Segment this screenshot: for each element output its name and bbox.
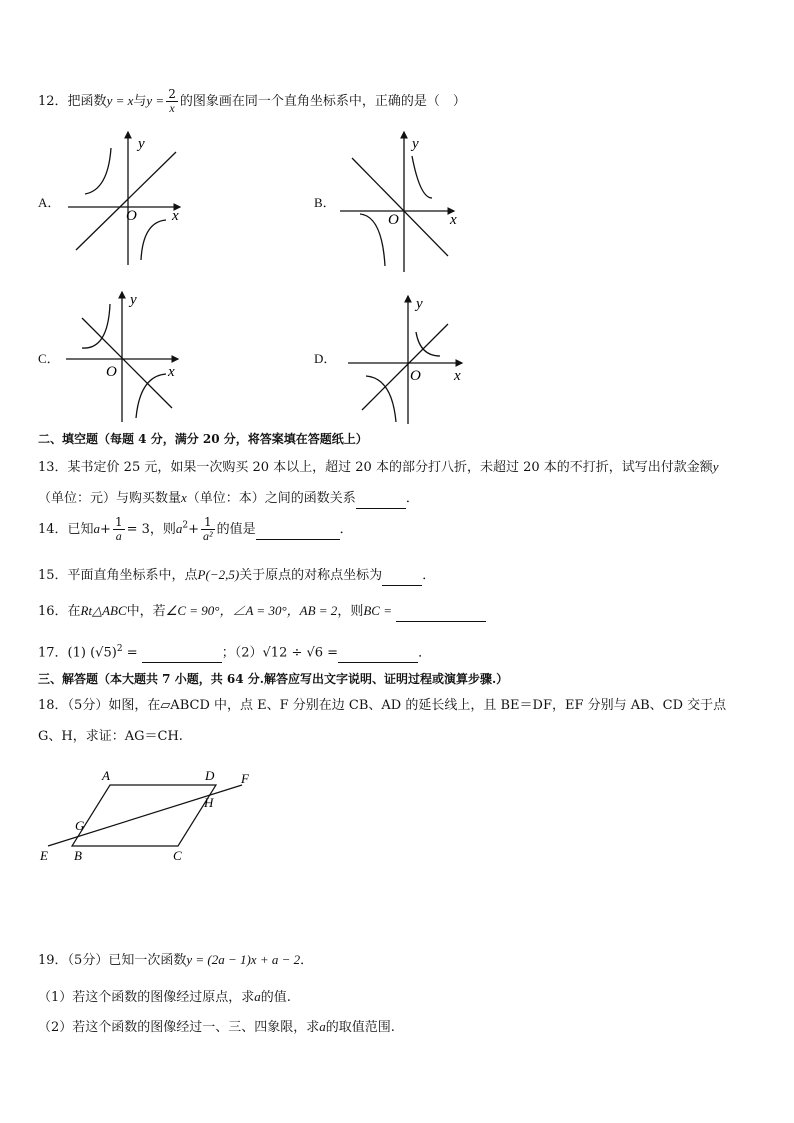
- axis-y-label: y: [130, 292, 137, 308]
- point-b-label: B: [74, 848, 82, 863]
- axis-y-label: y: [138, 136, 145, 152]
- point-e-label: E: [40, 848, 48, 863]
- point-d-label: D: [205, 768, 215, 783]
- option-b-label[interactable]: B．: [314, 195, 336, 210]
- axis-y-label: y: [416, 296, 423, 312]
- answer-blank-q15[interactable]: [382, 567, 422, 586]
- q15: 15．平面直角坐标系中，点P(−2,5)关于原点的对称点坐标为 ．: [38, 566, 435, 586]
- q13-line1: 13．某书定价 25 元，如果一次购买 20 本以上，超过 20 本的部分打八折，未超过 20 本的不打折，试写出付款金额y: [38, 459, 719, 475]
- origin-label: O: [106, 364, 117, 380]
- axis-y-label: y: [412, 136, 419, 152]
- option-c-label[interactable]: C．: [38, 351, 60, 366]
- axis-x-label: x: [450, 212, 457, 228]
- q19-part1: （1）若这个函数的图像经过原点，求a的值.: [38, 989, 291, 1005]
- fraction-2-over-x: $\frac{2}{x}$: [168, 87, 176, 115]
- q19-stem: 19．（5分）已知一次函数y = (2a − 1)x + a − 2．: [38, 952, 314, 968]
- axis-x-label: x: [172, 208, 179, 224]
- q13-line2: （单位：元）与购买数量x（单位：本）之间的函数关系 ．: [38, 489, 419, 509]
- answer-blank-q13[interactable]: [356, 490, 406, 509]
- graph-option-a: [68, 130, 188, 270]
- graph-option-d: [348, 294, 468, 429]
- point-h-label: H: [204, 795, 214, 810]
- section-3-heading: 三、解答题（本大题共 7 小题，共 64 分.解答应写出文字说明、证明过程或演算步骤.）: [38, 672, 509, 686]
- parallelogram-figure: [38, 766, 258, 866]
- q12-stem: 12．把函数y = x与y = $\frac{2}{x}$ 的图象画在同一个直角坐标系中，正确的是（ ）: [38, 87, 466, 115]
- axis-x-label: x: [168, 364, 175, 380]
- q18-line1: 18．（5分）如图，在▱ABCD 中，点 E、F 分别在边 CB、AD 的延长线上，且 BE＝DF，EF 分别与 AB、CD 交于点: [38, 698, 727, 713]
- answer-blank-q17-1[interactable]: [142, 644, 222, 663]
- graph-option-b: [340, 130, 460, 275]
- origin-label: O: [388, 212, 399, 228]
- axis-x-label: x: [454, 368, 461, 384]
- q18-line2: G、H，求证：AG＝CH.: [38, 729, 183, 744]
- origin-label: O: [410, 368, 421, 384]
- q19-part2: （2）若这个函数的图像经过一、三、四象限，求a的取值范围.: [38, 1019, 395, 1035]
- point-f-label: F: [241, 771, 249, 786]
- answer-blank-q17-2[interactable]: [338, 644, 418, 663]
- q14: 14．已知a+ $\frac{1}{a}$ = 3，则$a^2+$ $\frac{1}{\text{a²}}$ 的值是 ．: [38, 515, 353, 543]
- origin-label: O: [126, 208, 137, 224]
- point-a-label: A: [102, 768, 110, 783]
- section-2-heading: 二、填空题（每题 4 分，满分 20 分，将答案填在答题纸上）: [38, 432, 368, 446]
- answer-blank-q16[interactable]: [396, 603, 486, 622]
- q17: 17．(1) $(√5)^2$ = ；（2）√12 ÷ √6 = ．: [38, 640, 431, 663]
- graph-option-c: [66, 290, 186, 425]
- answer-blank-q14[interactable]: [256, 521, 340, 540]
- point-g-label: G: [75, 818, 85, 833]
- q16: 16．在Rt△ABC中，若∠C = 90°，∠A = 30°，AB = 2，则BC =: [38, 602, 486, 622]
- point-c-label: C: [173, 848, 182, 863]
- option-a-label[interactable]: A．: [38, 195, 61, 210]
- option-d-label[interactable]: D．: [314, 351, 337, 366]
